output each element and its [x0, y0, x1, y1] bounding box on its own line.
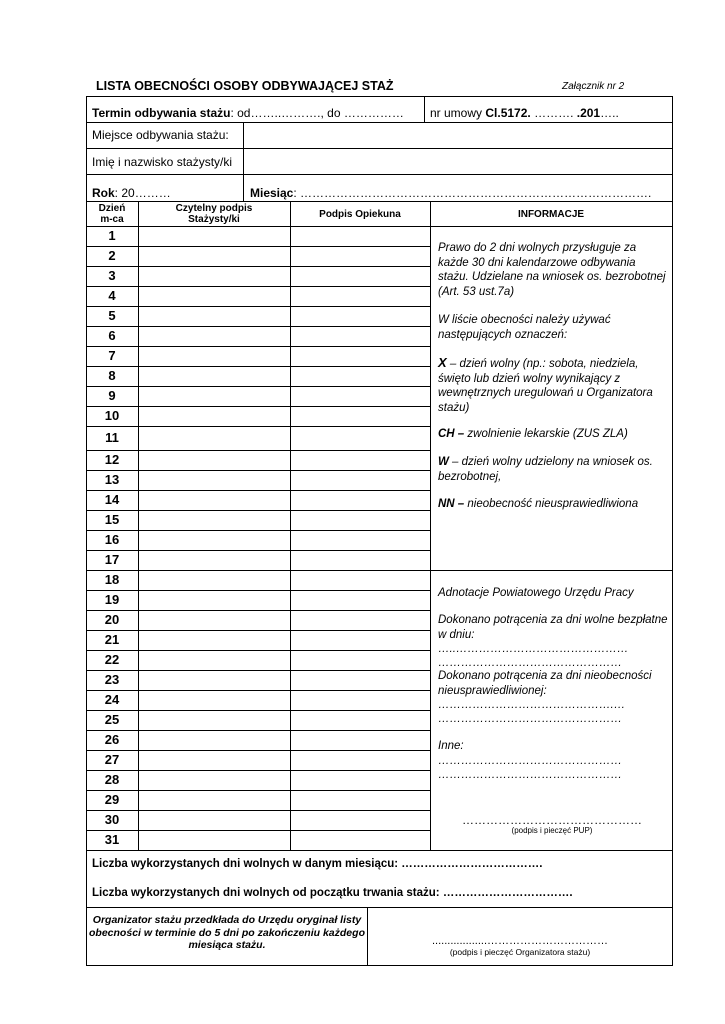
day-number: 5 — [108, 308, 116, 323]
pup-signature-line: ……………………………………… — [462, 813, 642, 827]
code-x: X – dzień wolny (np.: sobota, niedziela, święto lub dzień wolny wynikający z wewnętrznych uregulowań u Organizatora stażu) — [438, 355, 653, 414]
row-divider — [86, 470, 430, 471]
day-number: 23 — [104, 672, 120, 687]
label-divider — [243, 122, 244, 201]
day-number: 14 — [104, 492, 120, 507]
day-number: 3 — [108, 268, 116, 283]
summary-total: Liczba wykorzystanych dni wolnych od początku trwania stażu: ……………………………. — [92, 887, 573, 899]
day-number: 2 — [108, 248, 116, 263]
day-number: 17 — [104, 552, 120, 567]
row-divider — [86, 790, 430, 791]
row-divider — [86, 830, 430, 831]
day-number: 22 — [104, 652, 120, 667]
frame-top — [86, 96, 673, 97]
dots-4: ………………………………………… — [438, 713, 622, 725]
row-divider — [86, 406, 430, 407]
deduct-free: Dokonano potrącenia za dni wolne bezpłatne w dniu: — [438, 614, 668, 641]
info-rights: Prawo do 2 dni wolnych przysługuje za każde 30 dni kalendarzowe odbywania stażu. Udzielane na wniosek os. bezrobotnej (Art. 53 ust.7a) — [438, 242, 666, 298]
frame-bottom — [86, 965, 673, 966]
organizer-signature-caption: (podpis i pieczęć Organizatora stażu) — [449, 947, 591, 957]
row-divider — [86, 590, 430, 591]
row-divider — [86, 450, 430, 451]
row-divider — [86, 326, 430, 327]
page-title: LISTA OBECNOŚCI OSOBY ODBYWAJĄCEJ STAŻ — [96, 79, 394, 93]
pup-signature-caption: (podpis i pieczęć PUP) — [511, 826, 593, 835]
row-divider — [86, 610, 430, 611]
row-divider — [86, 490, 430, 491]
dots-3: ……………………………………….… — [438, 699, 626, 711]
day-number: 27 — [104, 752, 120, 767]
day-number: 16 — [104, 532, 120, 547]
deduct-absence: Dokonano potrącenia za dni nieobecności nieusprawiedliwionej: — [438, 670, 652, 697]
row-divider — [86, 426, 430, 427]
col-tutor-header: Podpis Opiekuna — [319, 209, 401, 220]
row-divider — [86, 570, 430, 571]
umowa-field: nr umowy Cl.5172. ………. .201….. — [430, 106, 619, 120]
row-divider — [86, 750, 430, 751]
table-header-bottom — [86, 226, 673, 227]
day-number: 11 — [105, 430, 119, 445]
table-bottom — [86, 850, 673, 851]
imie-label: Imię i nazwisko stażysty/ki — [92, 155, 233, 169]
day-number: 8 — [108, 368, 116, 383]
summary-bottom — [86, 907, 673, 908]
day-number: 10 — [104, 408, 120, 423]
dots-6: ………………………………………… — [438, 769, 622, 781]
organizer-note: Organizator stażu przedkłada do Urzędu oryginał listy obecności w terminie do 5 dni po zakończeniu każdego miesiąca stażu. — [89, 914, 365, 951]
day-number: 1 — [108, 228, 116, 243]
day-number: 6 — [108, 328, 116, 343]
row-divider — [86, 630, 430, 631]
day-number: 24 — [104, 692, 120, 707]
row-divider — [86, 690, 430, 691]
row-divider — [86, 550, 430, 551]
day-number: 20 — [104, 612, 120, 627]
code-w: W – dzień wolny udzielony na wniosek os. bezrobotnej, — [438, 456, 653, 483]
col-divider-1 — [138, 201, 139, 850]
day-number: 31 — [104, 832, 120, 847]
row-divider — [86, 346, 430, 347]
day-number: 28 — [104, 772, 120, 787]
col-divider-3 — [430, 201, 431, 850]
dots-5: ………………………………………… — [438, 755, 622, 767]
row-divider — [86, 266, 430, 267]
summary-month: Liczba wykorzystanych dni wolnych w danym miesiącu: ………………………………. — [92, 858, 543, 870]
day-number: 18 — [104, 572, 120, 587]
day-number: 30 — [104, 812, 120, 827]
col-info-header: INFORMACJE — [517, 209, 585, 220]
day-number: 25 — [104, 712, 120, 727]
row-divider — [86, 670, 430, 671]
row-divider — [86, 730, 430, 731]
row-divider — [86, 246, 430, 247]
row-divider — [86, 770, 430, 771]
termin-row: Termin odbywania stażu: od……..………., do …………… — [92, 106, 404, 120]
info-split — [430, 570, 673, 571]
row-divider — [86, 286, 430, 287]
day-number: 7 — [108, 348, 116, 363]
dots-1: …..……………………………………… — [438, 643, 629, 655]
col-sign-header: Czytelny podpis Stażysty/ki — [175, 203, 253, 225]
row-divider — [86, 650, 430, 651]
row-divider — [86, 810, 430, 811]
row-divider — [86, 366, 430, 367]
other-label: Inne: — [438, 740, 464, 752]
rok-field: Rok: 20……… — [92, 186, 171, 200]
row-divider — [86, 306, 430, 307]
code-ch: CH – zwolnienie lekarskie (ZUS ZLA) — [438, 428, 628, 440]
dots-2: ………………………………………… — [438, 657, 622, 669]
col-divider-2 — [290, 201, 291, 850]
day-number: 9 — [108, 388, 116, 403]
termin-divider — [424, 96, 425, 122]
miesiac-field: Miesiąc: ……………………………………………………………………………. — [250, 186, 652, 200]
miejsce-label: Miejsce odbywania stażu: — [92, 128, 229, 142]
pup-title: Adnotacje Powiatowego Urzędu Pracy — [438, 587, 634, 599]
row-divider — [86, 386, 430, 387]
organizer-signature-line: ..................…………………………… — [431, 935, 608, 947]
day-number: 29 — [104, 792, 120, 807]
row-divider — [86, 510, 430, 511]
day-number: 21 — [104, 632, 120, 647]
footer-divider — [367, 907, 368, 966]
col-day-header: Dzień m-ca — [98, 203, 126, 225]
info-codes-intro: W liście obecności należy używać następujących oznaczeń: — [438, 314, 611, 341]
day-number: 4 — [108, 288, 116, 303]
row-divider — [86, 530, 430, 531]
row-divider — [86, 710, 430, 711]
attachment-label: Załącznik nr 2 — [562, 81, 625, 92]
code-nn: NN – nieobecność nieusprawiedliwiona — [438, 498, 639, 510]
day-number: 26 — [104, 732, 120, 747]
day-number: 12 — [104, 452, 120, 467]
day-number: 15 — [104, 512, 120, 527]
day-number: 19 — [104, 592, 120, 607]
day-number: 13 — [104, 472, 120, 487]
